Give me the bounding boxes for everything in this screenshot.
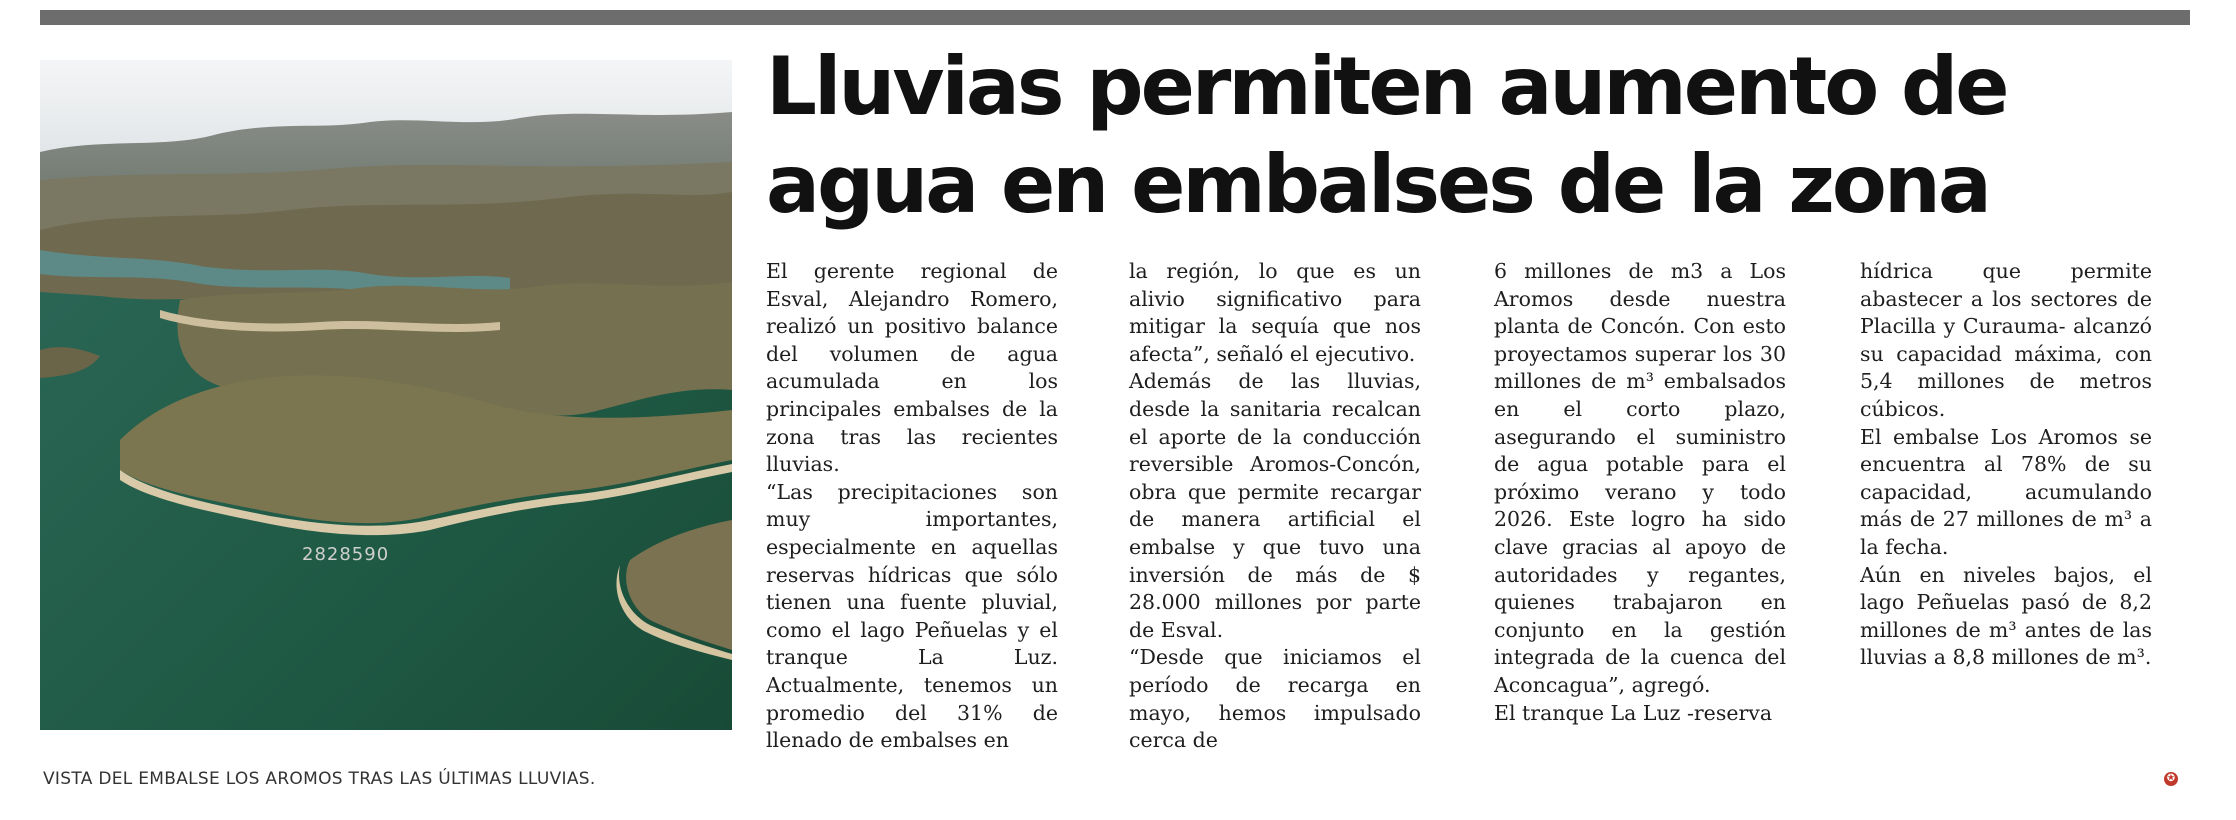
- article-column-3: [1494, 258, 1786, 727]
- article-column-1: [766, 258, 1058, 755]
- aerial-landscape-image: [40, 60, 732, 730]
- article-column-2: [1129, 258, 1421, 755]
- headline: Lluvias permiten aumento de agua en embalses de la zona: [766, 40, 2007, 231]
- paragraph: 6 millones de m3 a Los Aromos desde nuestra planta de Concón. Con esto proyectamos superar los 30 millones de m³ embalsados en el corto plazo, asegurando el suministro de agua potable para el próximo verano y todo 2026. Este logro ha sido clave gracias al apoyo de autoridades y regantes, quienes trabajaron en conjunto en la gestión integrada de la cuenca del Aconcagua”, agregó.: [1494, 259, 1786, 697]
- paragraph: Aún en niveles bajos, el lago Peñuelas pasó de 8,2 millones de m³ antes de las lluvias a 8,8 millones de m³.: [1860, 562, 2152, 670]
- top-rule: [40, 10, 2190, 25]
- paragraph: Además de las lluvias, desde la sanitaria recalcan el aporte de la conducción reversible Aromos-Concón, obra que permite recargar de manera artificial el embalse y que tuvo una inversión de más de $ 28.000 millones por parte de Esval.: [1129, 369, 1421, 642]
- paragraph: “Desde que iniciamos el período de recarga en mayo, hemos impulsado cerca de: [1129, 645, 1421, 753]
- paragraph: El embalse Los Aromos se encuentra al 78% de su capacidad, acumulando más de 27 millones de m³ a la fecha.: [1860, 424, 2152, 559]
- paragraph: El tranque La Luz -reserva: [1494, 700, 1773, 725]
- paragraph: “Las precipitaciones son muy importantes, especialmente en aquellas reservas hídricas que sólo tienen una fuente pluvial, como el lago Peñuelas y el tranque La Luz. Actualmente, tenemos un promedio del 31% de llenado de embalses en: [766, 479, 1058, 753]
- reservoir-photo: [40, 60, 732, 730]
- photo-caption: VISTA DEL EMBALSE LOS AROMOS TRAS LAS ÚLTIMAS LLUVIAS.: [43, 769, 596, 789]
- paragraph: la región, lo que es un alivio significativo para mitigar la sequía que nos afecta”, señaló el ejecutivo.: [1129, 259, 1421, 366]
- paragraph: El gerente regional de Esval, Alejandro Romero, realizó un positivo balance del volumen de agua acumulada en los principales embalses de la zona tras las recientes lluvias.: [766, 259, 1058, 477]
- article-column-4: [1860, 258, 2152, 672]
- paragraph: hídrica que permite abastecer a los sectores de Placilla y Curauma- alcanzó su capacidad máxima, con 5,4 millones de metros cúbicos.: [1860, 259, 2152, 421]
- article-end-icon: ✪: [2164, 772, 2178, 786]
- photo-id-watermark: 2828590: [302, 544, 390, 565]
